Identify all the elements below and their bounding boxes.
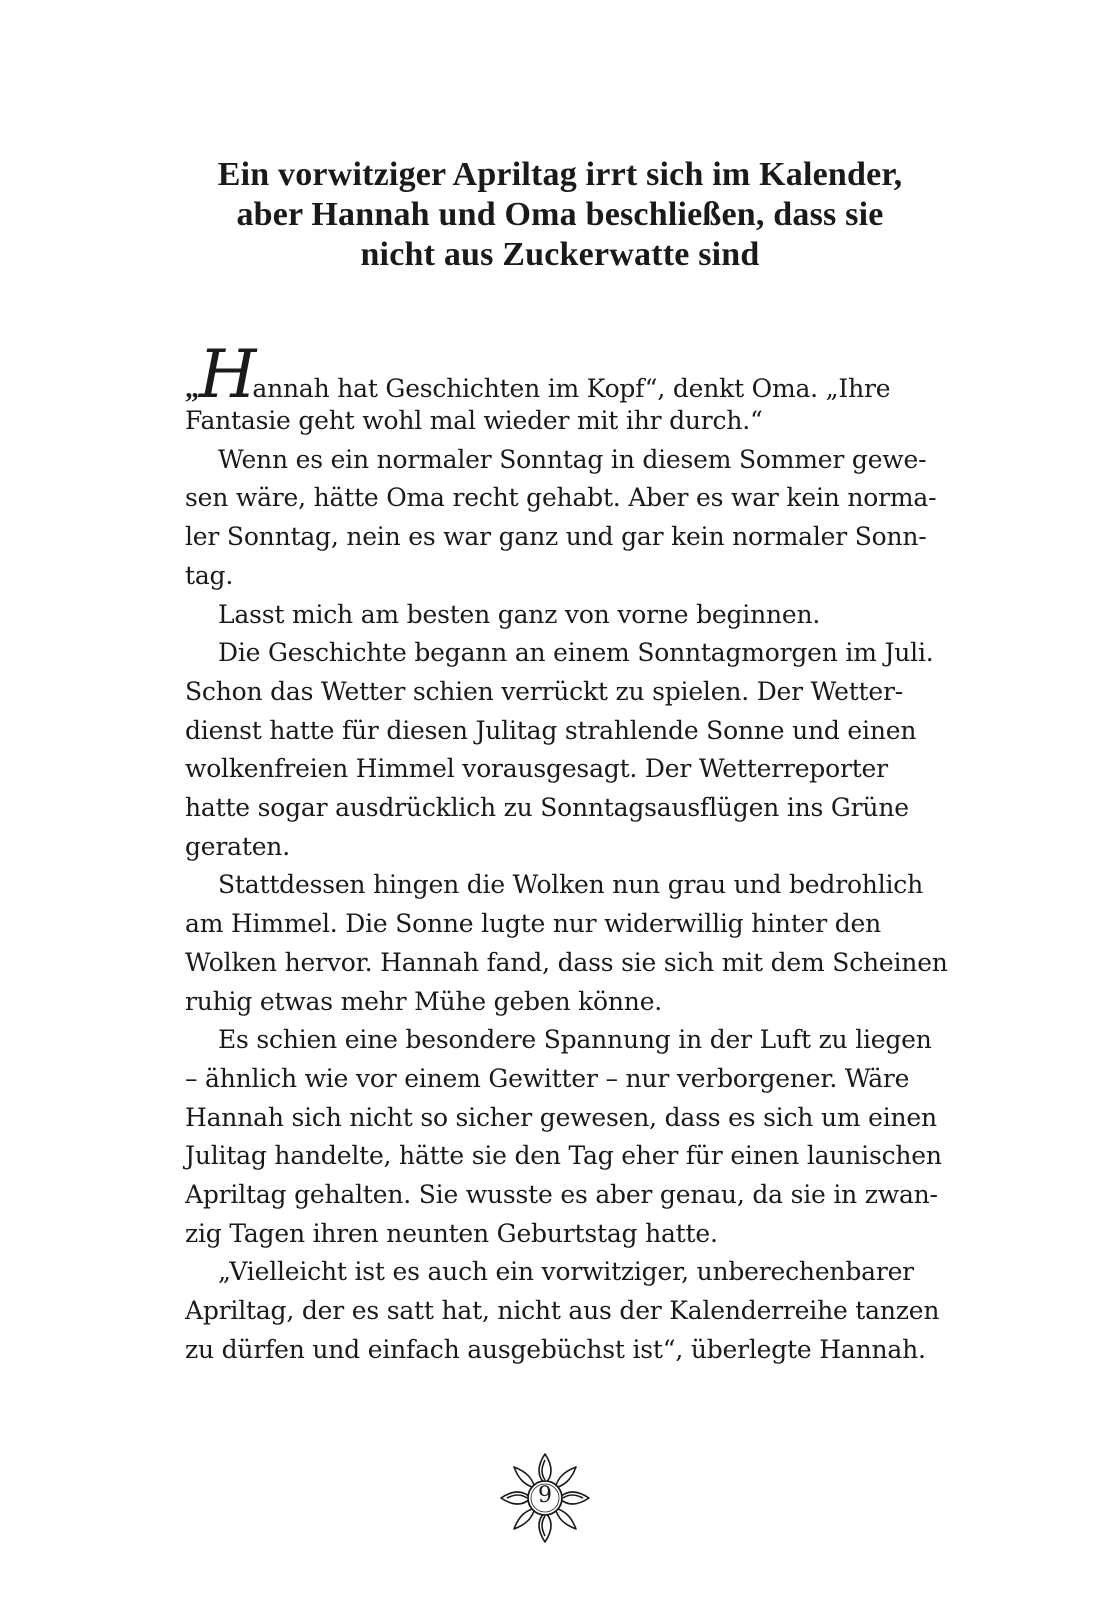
body-line: sen wäre, hätte Oma recht gehabt. Aber es war kein norma- <box>185 483 937 513</box>
chapter-body <box>185 336 960 1370</box>
opening-quote: „ <box>185 373 199 404</box>
body-line: wolkenfreien Himmel vorausgesagt. Der Wetterreporter <box>185 754 888 784</box>
body-line: ruhig etwas mehr Mühe geben könne. <box>185 986 663 1016</box>
body-line: am Himmel. Die Sonne lugte nur widerwillig hinter den <box>185 909 882 939</box>
body-line: Es schien eine besondere Spannung in der Luft zu liegen <box>218 1025 932 1055</box>
body-line: – ähnlich wie vor einem Gewitter – nur verborgener. Wäre <box>185 1063 910 1093</box>
page-number: 9 <box>538 1483 552 1508</box>
chapter-title <box>160 155 960 275</box>
body-line: dienst hatte für diesen Julitag strahlende Sonne und einen <box>185 715 917 745</box>
body-line: Wenn es ein normaler Sonntag in diesem Sommer gewe- <box>218 444 927 474</box>
body-line: „Vielleicht ist es auch ein vorwitziger, unberechenbarer <box>218 1257 914 1287</box>
body-line: Julitag handelte, hätte sie den Tag eher für einen launischen <box>185 1141 942 1171</box>
body-line: Lasst mich am besten ganz von vorne beginnen. <box>218 599 821 629</box>
body-line: Stattdessen hingen die Wolken nun grau und bedrohlich <box>218 870 924 900</box>
body-line: Wolken hervor. Hannah fand, dass sie sich mit dem Scheinen <box>185 947 948 977</box>
body-line: Schon das Wetter schien verrückt zu spielen. Der Wetter- <box>185 676 903 706</box>
dropcap-letter: H <box>198 336 253 413</box>
body-line: Fantasie geht wohl mal wieder mit ihr durch.“ <box>185 406 763 435</box>
body-line: Die Geschichte begann an einem Sonntagmorgen im Juli. <box>218 638 934 668</box>
body-line: Hannah sich nicht so sicher gewesen, dass es sich um einen <box>185 1102 937 1132</box>
body-line: zig Tagen ihren neunten Geburtstag hatte. <box>185 1218 718 1248</box>
body-line: tag. <box>185 560 234 590</box>
chapter-title-line-3: nicht aus Zuckerwatte sind <box>360 236 760 273</box>
body-line: hatte sogar ausdrücklich zu Sonntagsausflügen ins Grüne <box>185 793 909 823</box>
body-line-1-text: annah hat Geschichten im Kopf“, denkt Oma. „Ihre <box>252 374 891 403</box>
body-line: Apriltag gehalten. Sie wusste es aber genau, da sie in zwan- <box>185 1180 938 1210</box>
body-line: zu dürfen und einfach ausgebüchst ist“, überlegte Hannah. <box>185 1334 926 1364</box>
body-line: ler Sonntag, nein es war ganz und gar kein normaler Sonn- <box>185 522 927 552</box>
body-line-1 <box>185 336 960 413</box>
body-line: geraten. <box>185 831 290 861</box>
chapter-title-line-1: Ein vorwitziger Apriltag irrt sich im Kalender, <box>217 156 903 193</box>
chapter-title-line-2: aber Hannah und Oma beschließen, dass sie <box>236 196 884 233</box>
body-line: Apriltag, der es satt hat, nicht aus der Kalenderreihe tanzen <box>185 1296 940 1326</box>
